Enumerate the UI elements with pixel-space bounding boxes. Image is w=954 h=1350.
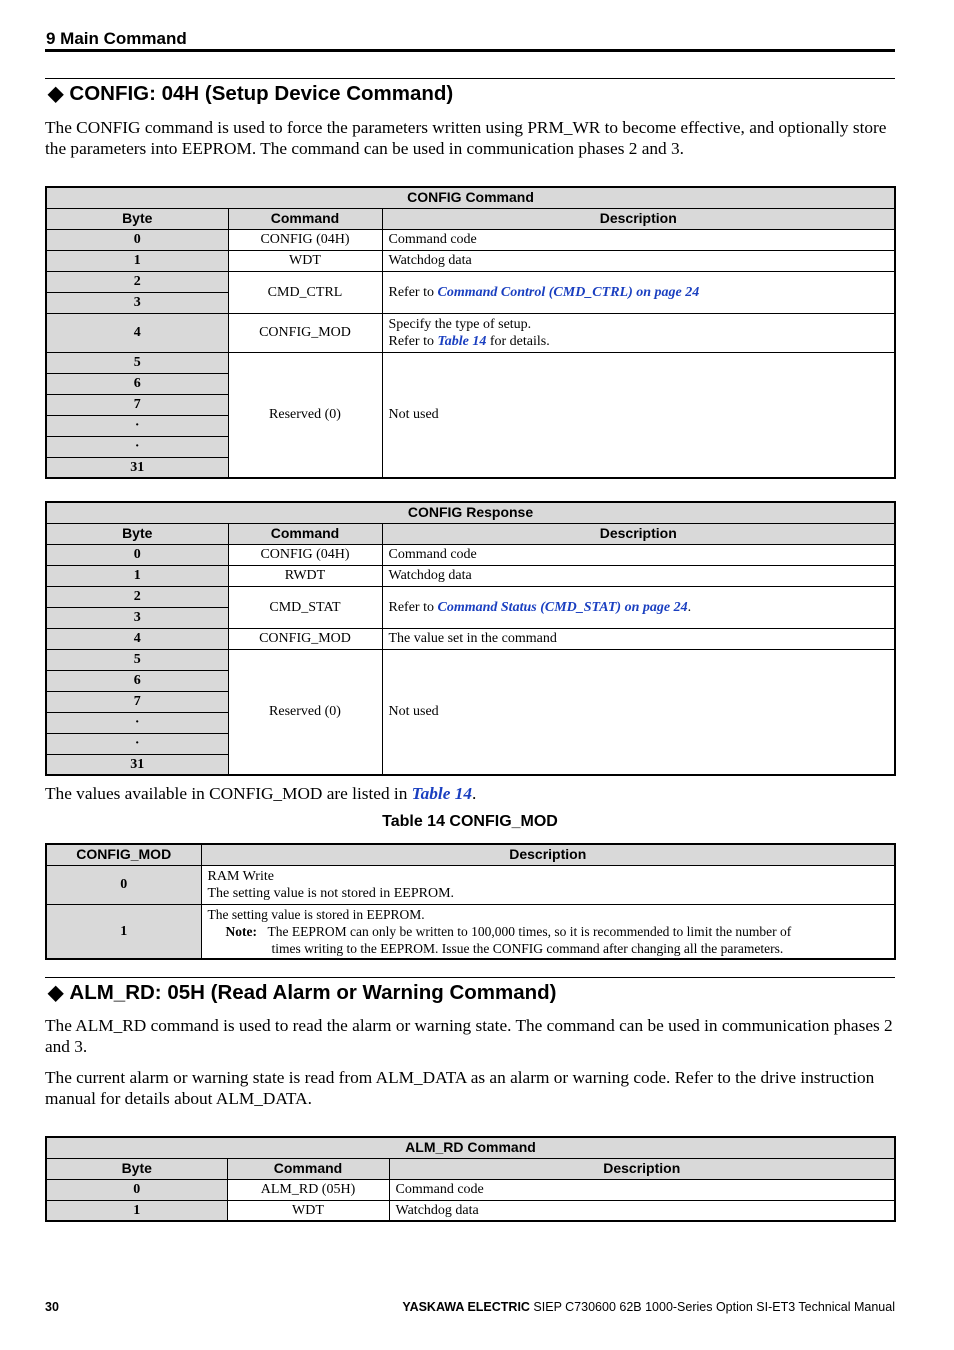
values-text: The values available in CONFIG_MOD are listed in (45, 784, 412, 803)
command-cell: Reserved (0) (228, 352, 382, 478)
command-cell: ALM_RD (05H) (227, 1179, 389, 1200)
description-cell (382, 271, 895, 313)
column-header-description: Description (382, 523, 895, 544)
column-header-command: Command (228, 523, 382, 544)
section-rule (45, 977, 895, 978)
config-response-table (45, 501, 896, 776)
table-row (46, 565, 895, 586)
description-cell (201, 865, 895, 904)
diamond-icon: ◆ (48, 83, 64, 105)
byte-cell: 3 (46, 292, 228, 313)
table-row (46, 271, 895, 292)
description-cell: Command code (382, 229, 895, 250)
byte-cell: · (46, 712, 228, 733)
description-line: The setting value is not stored in EEPROM. (207, 885, 455, 901)
description-text: Refer to (388, 599, 438, 615)
section-title-alm-rd (48, 980, 557, 1005)
table-row (46, 649, 895, 670)
table-row (46, 1200, 895, 1221)
table-row (46, 628, 895, 649)
byte-cell: 3 (46, 607, 228, 628)
table-row (46, 586, 895, 607)
column-header-config-mod: CONFIG_MOD (46, 844, 201, 865)
description-cell: Watchdog data (382, 250, 895, 271)
table-caption: Table 14 CONFIG_MOD (382, 813, 558, 830)
byte-cell: 6 (46, 373, 228, 394)
table-row (46, 544, 895, 565)
description-line: Specify the type of setup. (388, 316, 532, 332)
description-line: The setting value is stored in EEPROM. (207, 906, 425, 922)
note-text: The EEPROM can only be written to 100,000 times, so it is recommended to limit the number of (267, 923, 792, 939)
byte-cell: 2 (46, 271, 228, 292)
section-title-text: ALM_RD: 05H (Read Alarm or Warning Command) (69, 981, 557, 1004)
command-cell: CONFIG_MOD (228, 313, 382, 352)
column-header-description: Description (382, 208, 895, 229)
column-header-byte: Byte (46, 1158, 227, 1179)
section-rule (45, 78, 895, 79)
description-cell: Watchdog data (389, 1200, 895, 1221)
byte-cell: · (46, 436, 228, 457)
footer-doc-text: SIEP C730600 62B 1000-Series Option SI-ET3 Technical Manual (529, 1300, 895, 1314)
alm-rd-para2: The current alarm or warning state is read from ALM_DATA as an alarm or warning code. Refer to the drive instruction manual for details about ALM_DATA. (45, 1068, 875, 1108)
cmd-stat-link[interactable]: Command Status (CMD_STAT) on page 24 (437, 599, 688, 615)
chapter-heading: 9 Main Command (46, 29, 187, 48)
command-cell: CMD_CTRL (228, 271, 382, 313)
command-cell: RWDT (228, 565, 382, 586)
byte-cell: 1 (46, 565, 228, 586)
section-title-text: CONFIG: 04H (Setup Device Command) (69, 82, 454, 105)
byte-cell: 31 (46, 754, 228, 775)
description-cell: Watchdog data (382, 565, 895, 586)
description-cell (201, 904, 895, 959)
byte-cell: 0 (46, 544, 228, 565)
byte-cell: 4 (46, 313, 228, 352)
description-cell (382, 586, 895, 628)
table-title: ALM_RD Command (46, 1137, 895, 1158)
table-row (46, 250, 895, 271)
column-header-command: Command (227, 1158, 389, 1179)
table-row (46, 352, 895, 373)
description-cell: Not used (382, 649, 895, 775)
table-title: CONFIG Response (46, 502, 895, 523)
description-cell: Not used (382, 352, 895, 478)
byte-cell: 7 (46, 691, 228, 712)
config-mod-value-cell: 0 (46, 865, 201, 904)
table-title: CONFIG Command (46, 187, 895, 208)
byte-cell: 5 (46, 352, 228, 373)
table-row (46, 904, 895, 959)
description-cell: Command code (389, 1179, 895, 1200)
byte-cell: 2 (46, 586, 228, 607)
command-cell: WDT (228, 250, 382, 271)
command-cell: CMD_STAT (228, 586, 382, 628)
cmd-ctrl-link[interactable]: Command Control (CMD_CTRL) on page 24 (437, 284, 700, 300)
description-text: . (687, 599, 692, 615)
page-number: 30 (45, 1300, 59, 1314)
table-row (46, 229, 895, 250)
byte-cell: 0 (46, 229, 228, 250)
byte-cell: 7 (46, 394, 228, 415)
alm-rd-command-table (45, 1136, 896, 1222)
values-text-suffix: . (472, 784, 477, 803)
column-header-byte: Byte (46, 523, 228, 544)
column-header-description: Description (201, 844, 895, 865)
description-text: for details. (486, 333, 550, 349)
byte-cell: · (46, 733, 228, 754)
command-cell: WDT (227, 1200, 389, 1221)
config-mod-value-cell: 1 (46, 904, 201, 959)
column-header-command: Command (228, 208, 382, 229)
chapter-rule (45, 49, 895, 52)
column-header-byte: Byte (46, 208, 228, 229)
diamond-icon: ◆ (48, 982, 64, 1004)
footer-company: YASKAWA ELECTRIC (402, 1300, 530, 1314)
alm-rd-para1: The ALM_RD command is used to read the alarm or warning state. The command can be used in communication phases 2 and 3. (45, 1016, 893, 1056)
table-row (46, 1179, 895, 1200)
description-cell: The value set in the command (382, 628, 895, 649)
byte-cell: 4 (46, 628, 228, 649)
byte-cell: 6 (46, 670, 228, 691)
table-row (46, 313, 895, 352)
table14-link[interactable]: Table 14 (437, 333, 487, 349)
description-cell: Command code (382, 544, 895, 565)
command-cell: Reserved (0) (228, 649, 382, 775)
description-text: Refer to (388, 284, 438, 300)
config-intro: The CONFIG command is used to force the parameters written using PRM_WR to become effective, and optionally store the parameters into EEPROM. The command can be used in communication phases 2 and 3. (45, 118, 887, 158)
note-text: times writing to the EEPROM. Issue the CONFIG command after changing all the parameters. (271, 940, 784, 956)
command-cell: CONFIG (04H) (228, 229, 382, 250)
table14-link[interactable]: Table 14 (411, 784, 472, 803)
note-label: Note: (225, 923, 257, 939)
command-cell: CONFIG (04H) (228, 544, 382, 565)
table14-config-mod (45, 843, 896, 960)
byte-cell: 5 (46, 649, 228, 670)
config-command-table (45, 186, 896, 479)
byte-cell: 31 (46, 457, 228, 478)
column-header-description: Description (389, 1158, 895, 1179)
description-line: RAM Write (207, 868, 274, 884)
byte-cell: 1 (46, 1200, 227, 1221)
byte-cell: 1 (46, 250, 228, 271)
footer-document-title (402, 1300, 895, 1314)
config-mod-values-text (45, 784, 897, 805)
command-cell: CONFIG_MOD (228, 628, 382, 649)
description-cell (382, 313, 895, 352)
byte-cell: · (46, 415, 228, 436)
section-title-config (48, 81, 453, 106)
table-row (46, 865, 895, 904)
byte-cell: 0 (46, 1179, 227, 1200)
description-text: Refer to (388, 333, 438, 349)
